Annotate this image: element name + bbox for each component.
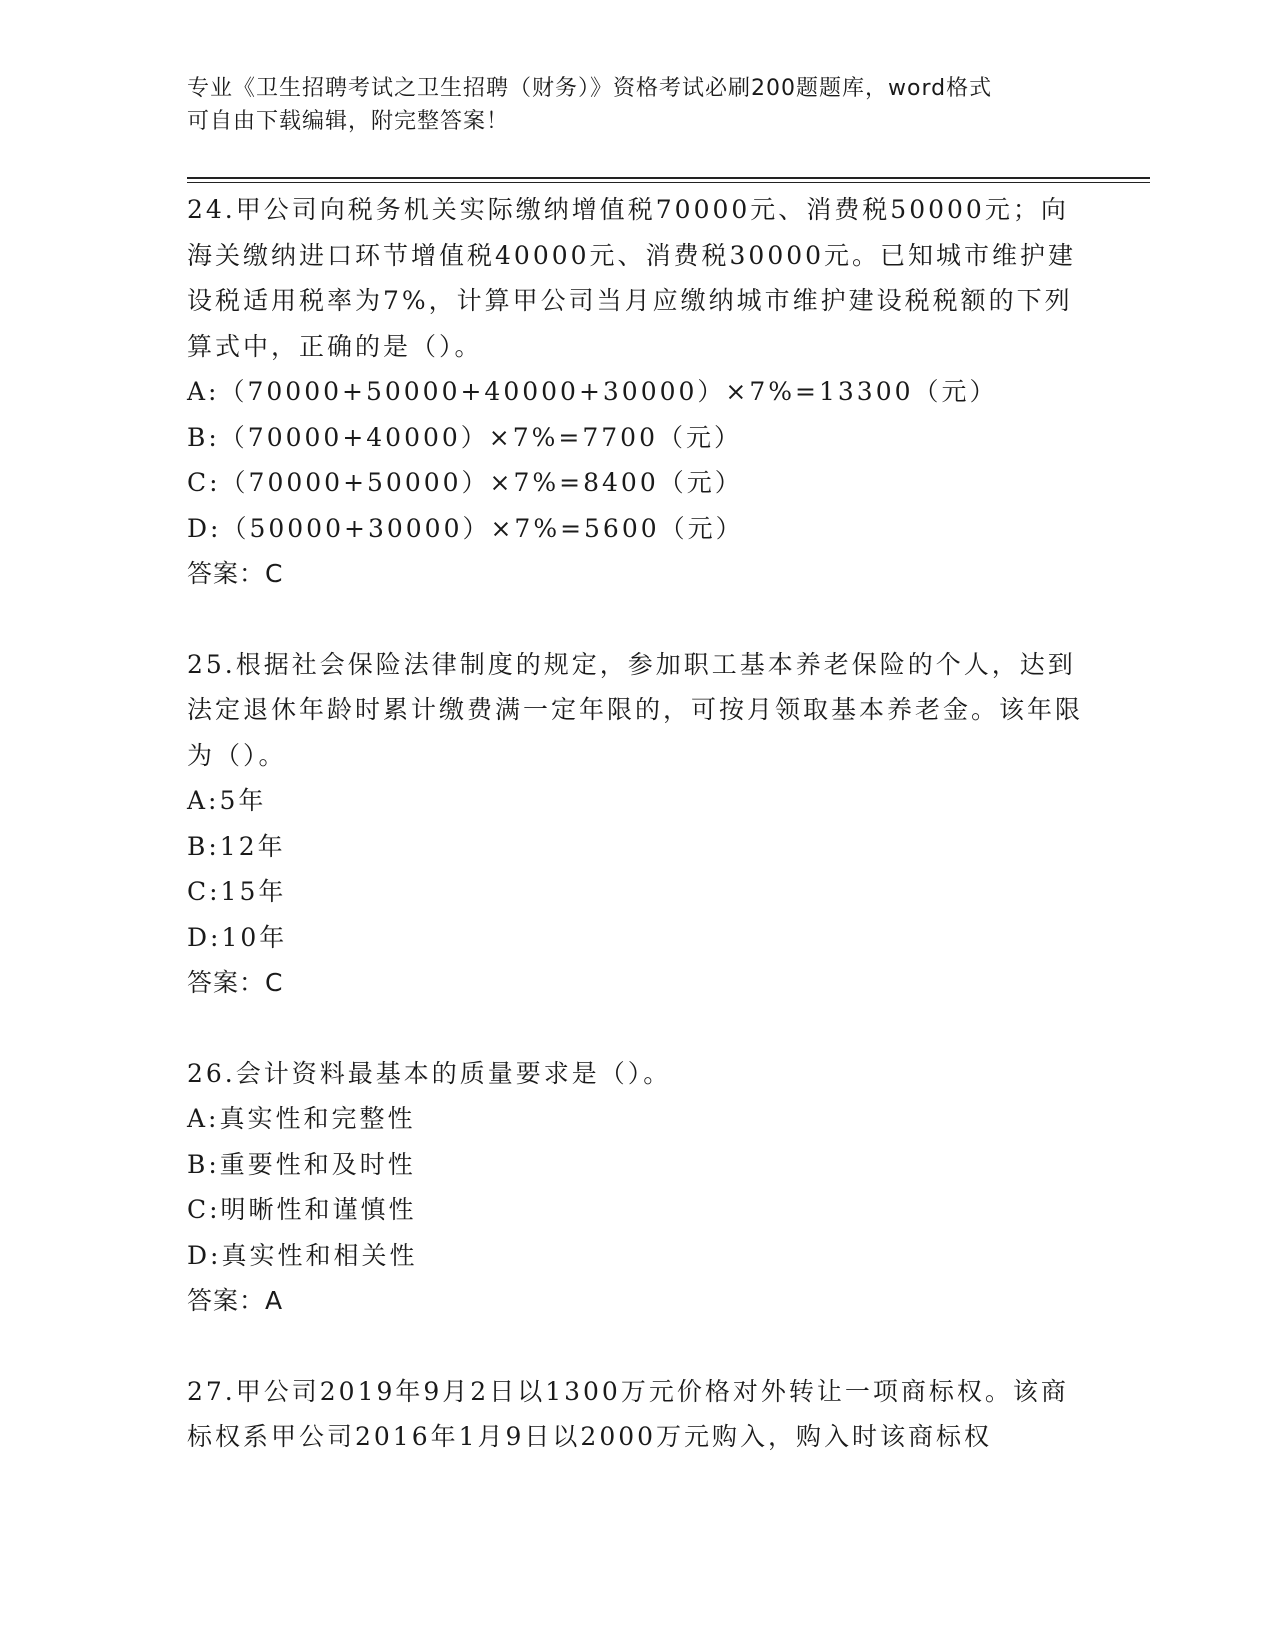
option-c: C:（70000+50000）×7%=8400（元）	[187, 468, 743, 497]
header-rule-thin	[187, 182, 1150, 183]
option-b: B:（70000+40000）×7%=7700（元）	[187, 422, 742, 452]
answer-label: 答案：C	[187, 968, 284, 997]
document-header	[187, 72, 1067, 138]
option-a: A:（70000+50000+40000+30000）×7%=13300（元）	[187, 377, 998, 406]
question-stem: 27.甲公司2019年9月2日以1300万元价格对外转让一项商标权。该商标权系甲公司2016年1月9日以2000万元购入，购入时该商标权	[187, 1376, 1069, 1451]
header-line-1: 专业《卫生招聘考试之卫生招聘（财务）》资格考试必刷200题题库，word格式	[187, 76, 993, 101]
option-a: A:真实性和完整性	[187, 1104, 416, 1133]
header-rule-thick	[187, 177, 1150, 179]
question-stem: 26.会计资料最基本的质量要求是（）。	[187, 1058, 672, 1088]
answer-label: 答案：A	[187, 1286, 284, 1315]
option-c: C:15年	[187, 877, 287, 906]
answer-label: 答案：C	[187, 559, 284, 588]
option-b: B:12年	[187, 831, 286, 861]
question-24	[187, 187, 1087, 597]
question-25	[187, 642, 1087, 1006]
header-line-2: 可自由下载编辑，附完整答案！	[187, 109, 510, 134]
question-list	[187, 187, 1087, 1505]
question-26	[187, 1051, 1087, 1324]
option-d: D:10年	[187, 922, 288, 952]
option-a: A:5年	[187, 786, 267, 815]
option-c: C:明晰性和谨慎性	[187, 1195, 417, 1224]
question-stem: 25.根据社会保险法律制度的规定，参加职工基本养老保险的个人，达到法定退休年龄时累计缴费满一定年限的，可按月领取基本养老金。该年限为（）。	[187, 649, 1084, 770]
option-d: D:（50000+30000）×7%=5600（元）	[187, 513, 744, 543]
option-b: B:重要性和及时性	[187, 1149, 416, 1179]
question-stem: 24.甲公司向税务机关实际缴纳增值税70000元、消费税50000元；向海关缴纳进口环节增值税40000元、消费税30000元。已知城市维护建设税适用税率为7%，计算甲公司当月应缴纳城市维护建设税税额的下列算式中，正确的是（）。	[187, 195, 1077, 361]
question-27	[187, 1369, 1087, 1460]
option-d: D:真实性和相关性	[187, 1240, 418, 1270]
